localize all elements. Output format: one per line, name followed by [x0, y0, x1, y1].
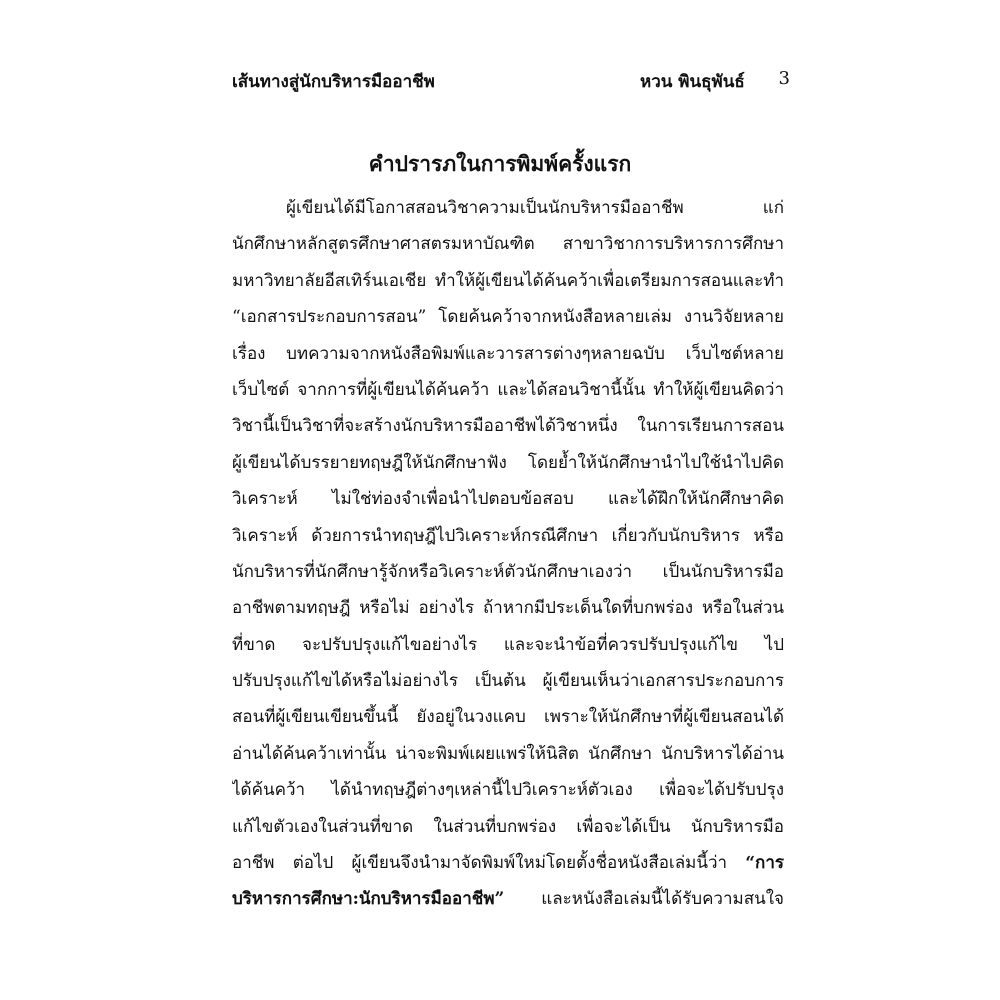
text-line: อ่านได้ค้นคว้าเท่านั้น น่าจะพิมพ์เผยแพร่ให้นิสิต นักศึกษา นักบริหารได้อ่าน [232, 743, 784, 764]
text-line [232, 881, 784, 917]
text-line: สอนที่ผู้เขียนเขียนขึ้นนี้ ยังอยู่ในวงแคบ เพราะให้นักศึกษาที่ผู้เขียนสอนได้ [232, 707, 784, 728]
text-line: ได้ค้นคว้า ได้นำทฤษฎีต่างๆเหล่านี้ไปวิเคราะห์ตัวเอง เพื่อจะได้ปรับปรุง [232, 780, 784, 801]
text-line-start: อาชีพ ต่อไป ผู้เขียนจึงนำมาจัดพิมพ์ใหม่โดยตั้งชื่อหนังสือเล่มนี้ว่า [232, 853, 728, 874]
text-line [232, 845, 784, 881]
section-title: คำปรารภในการพิมพ์ครั้งแรก [368, 151, 632, 176]
text-line: อาชีพตามทฤษฎี หรือไม่ อย่างไร ถ้าหากมีประเด็นใดที่บกพร่อง หรือในส่วน [232, 598, 784, 619]
page-number: 3 [778, 68, 790, 89]
text-line: วิชานี้เป็นวิชาที่จะสร้างนักบริหารมืออาชีพได้วิชาหนึ่ง ในการเรียนการสอน [232, 416, 784, 437]
book-title-quote-open: “การ [745, 853, 784, 874]
text-line: ผู้เขียนได้บรรยายทฤษฎีให้นักศึกษาฟัง โดยย้ำให้นักศึกษานำไปใช้นำไปคิด [232, 452, 784, 473]
text-line: วิเคราะห์ ไม่ใช่ท่องจำเพื่อนำไปตอบข้อสอบ และได้ฝึกให้นักศึกษาคิด [232, 489, 784, 510]
running-header-author: หวน พินธุพันธ์ [640, 72, 745, 92]
text-line: นักศึกษาหลักสูตรศึกษาศาสตรมหาบัณฑิต สาขาวิชาการบริหารการศึกษา [232, 234, 784, 255]
text-line-end: และหนังสือเล่มนี้ได้รับความสนใจ [504, 889, 784, 910]
text-line: เรื่อง บทความจากหนังสือพิมพ์และวารสารต่างๆหลายฉบับ เว็บไซต์หลาย [232, 343, 784, 364]
running-header-book-title: เส้นทางสู่นักบริหารมืออาชีพ [232, 72, 435, 92]
text-line: วิเคราะห์ ด้วยการนำทฤษฎีไปวิเคราะห์กรณีศึกษา เกี่ยวกับนักบริหาร หรือ [232, 525, 784, 546]
text-line: แก้ไขตัวเองในส่วนที่ขาด ในส่วนที่บกพร่อง เพื่อจะได้เป็น นักบริหารมือ [232, 816, 784, 837]
text-line: “เอกสารประกอบการสอน” โดยค้นคว้าจากหนังสือหลายเล่ม งานวิจัยหลาย [232, 307, 784, 328]
text-line: ปรับปรุงแก้ไขได้หรือไม่อย่างไร เป็นต้น ผู้เขียนเห็นว่าเอกสารประกอบการ [232, 671, 784, 692]
text-line: เว็บไซต์ จากการที่ผู้เขียนได้ค้นคว้า และได้สอนวิชานี้นั้น ทำให้ผู้เขียนคิดว่า [232, 379, 784, 400]
text-line: มหาวิทยาลัยอีสเทิร์นเอเชีย ทำให้ผู้เขียนได้ค้นคว้าเพื่อเตรียมการสอนและทำ [232, 270, 784, 291]
book-title-quote-close: บริหารการศึกษา:นักบริหารมืออาชีพ” [232, 889, 505, 910]
text-line: นักบริหารที่นักศึกษารู้จักหรือวิเคราะห์ตัวนักศึกษาเองว่า เป็นนักบริหารมือ [232, 561, 784, 582]
body-paragraph [232, 190, 784, 918]
running-header [232, 64, 792, 98]
text-line: ผู้เขียนได้มีโอกาสสอนวิชาความเป็นนักบริหารมืออาชีพ แก่ [286, 198, 784, 218]
text-line: ที่ขาด จะปรับปรุงแก้ไขอย่างไร และจะนำข้อที่ควรปรับปรุงแก้ไข ไป [232, 634, 784, 655]
